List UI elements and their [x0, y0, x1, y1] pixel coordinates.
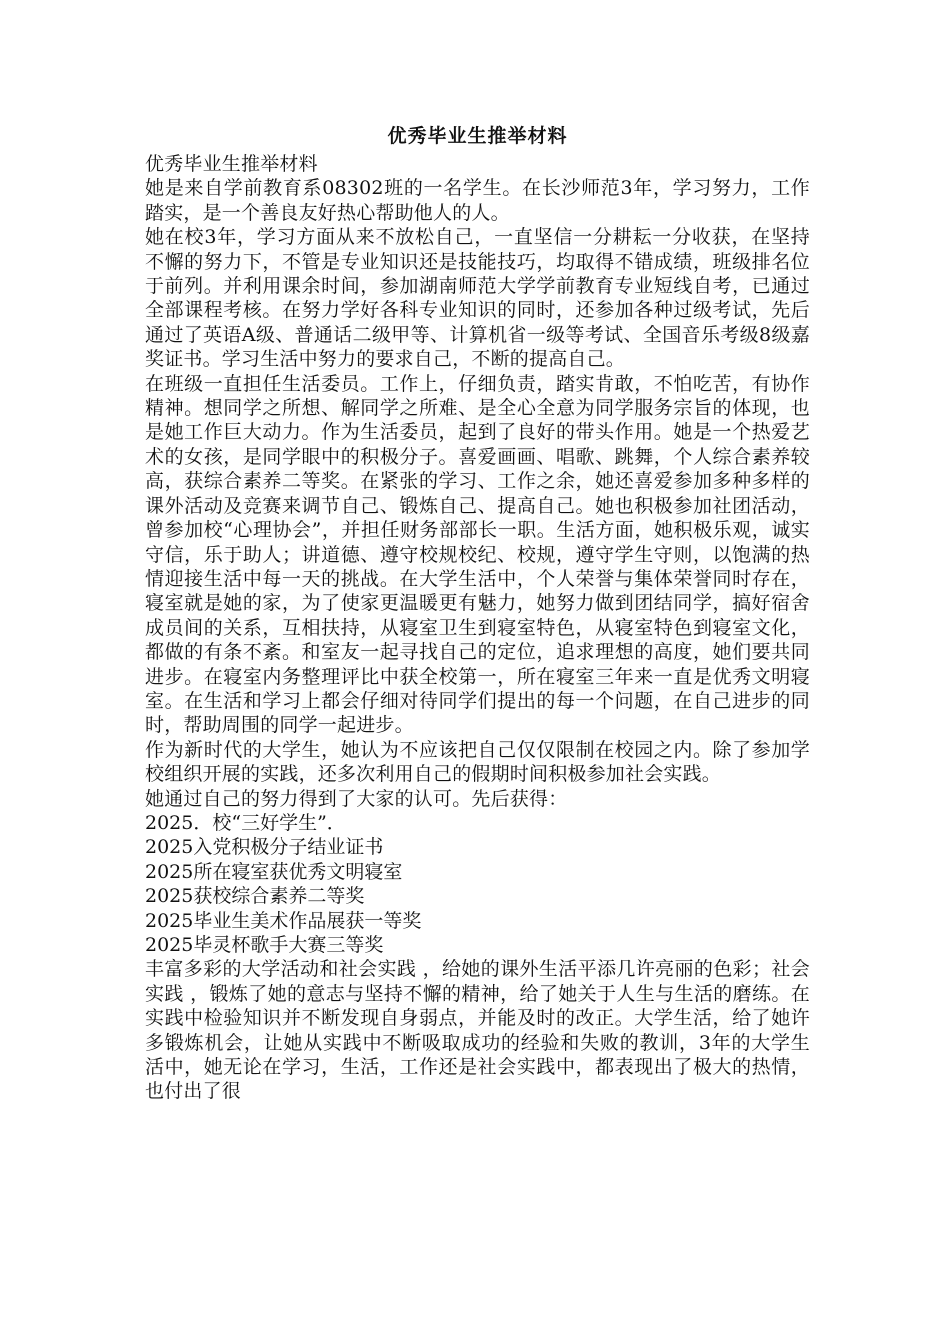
- document-subtitle: 优秀毕业生推举材料: [145, 153, 318, 175]
- paragraph-intro: 她是来自学前教育系08302班的一名学生。在长沙师范3年，学习努力，工作踏实，是一个善良友好热心帮助他人的人。: [145, 177, 810, 224]
- document-title: 优秀毕业生推举材料: [387, 125, 568, 147]
- award-item: 2025．校“三好学生”．: [145, 811, 346, 834]
- award-list: [145, 811, 810, 957]
- award-item: 2025获校综合素养二等奖: [145, 885, 365, 908]
- document-page: [145, 122, 810, 1104]
- paragraph-work-life: 在班级一直担任生活委员。工作上，仔细负责，踏实肯敢，不怕吃苦，有协作精神。想同学之所想、解同学之所难、是全心全意为同学服务宗旨的体现，也是她工作巨大动力。作为生活委员，起到了良好的带头作用。她是一个热爱艺术的女孩，是同学眼中的积极分子。喜爱画画、唱歌、跳舞，个人综合素养较高，获综合素养二等奖。在紧张的学习、工作之余，她还喜爱参加多种多样的课外活动及竞赛来调节自己、锻炼自己、提高自己。她也积极参加社团活动，曾参加校“心理协会”，并担任财务部部长一职。生活方面，她积极乐观，诚实守信，乐于助人；讲道德、遵守校规校纪、校规，遵守学生守则，以饱满的热情迎接生活中每一天的挑战。在大学生活中，个人荣誉与集体荣誉同时存在，寝室就是她的家，为了使家更温暖更有魅力，她努力做到团结同学，搞好宿舍成员间的关系，互相扶持，从寝室卫生到寝室特色，从寝室特色到寝室文化，都做的有条不紊。和室友一起寻找自己的定位，追求理想的高度，她们要共同进步。在寝室内务整理评比中获全校第一，所在寝室三年来一直是优秀文明寝室。在生活和学习上都会仔细对待同学们提出的每一个问题，在自己进步的同时，帮助周围的同学一起进步。: [145, 372, 810, 737]
- award-item: 2025毕业生美术作品展获一等奖: [145, 909, 422, 932]
- paragraph-social-practice: 作为新时代的大学生，她认为不应该把自己仅仅限制在校园之内。除了参加学校组织开展的实践，还多次利用自己的假期时间积极参加社会实践。: [145, 738, 810, 786]
- award-item: 2025所在寝室获优秀文明寝室: [145, 860, 403, 883]
- paragraph-study: 她在校3年，学习方面从来不放松自己，一直坚信一分耕耘一分收获，在坚持不懈的努力下，不管是专业知识还是技能技巧，均取得不错成绩，班级排名位于前列。并利用课余时间，参加湖南师范大学学前教育专业短线自考，已通过全部课程考核。在努力学好各科专业知识的同时，还参加各种过级考试，先后通过了英语A级、普通话二级甲等、计算机省一级等考试、全国音乐考级8级嘉奖证书。学习生活中努力的要求自己，不断的提高自己。: [145, 226, 810, 371]
- paragraph-awards-intro: 她通过自己的努力得到了大家的认可。先后获得：: [145, 787, 568, 810]
- paragraph-closing: 丰富多彩的大学活动和社会实践 ，给她的课外生活平添几许亮丽的色彩；社会实践 ，锻炼了她的意志与坚持不懈的精神，给了她关于人生与生活的磨练。在实践中检验知识并不断发现自身弱点，并能及时的改正。大学生活，给了她许多锻炼机会，让她从实践中不断吸取成功的经验和失败的教训，3年的大学生活中，她无论在学习，生活，工作还是社会实践中，都表现出了极大的热情，也付出了很: [145, 958, 810, 1103]
- award-item: 2025入党积极分子结业证书: [145, 836, 384, 859]
- award-item: 2025毕灵杯歌手大赛三等奖: [145, 934, 384, 956]
